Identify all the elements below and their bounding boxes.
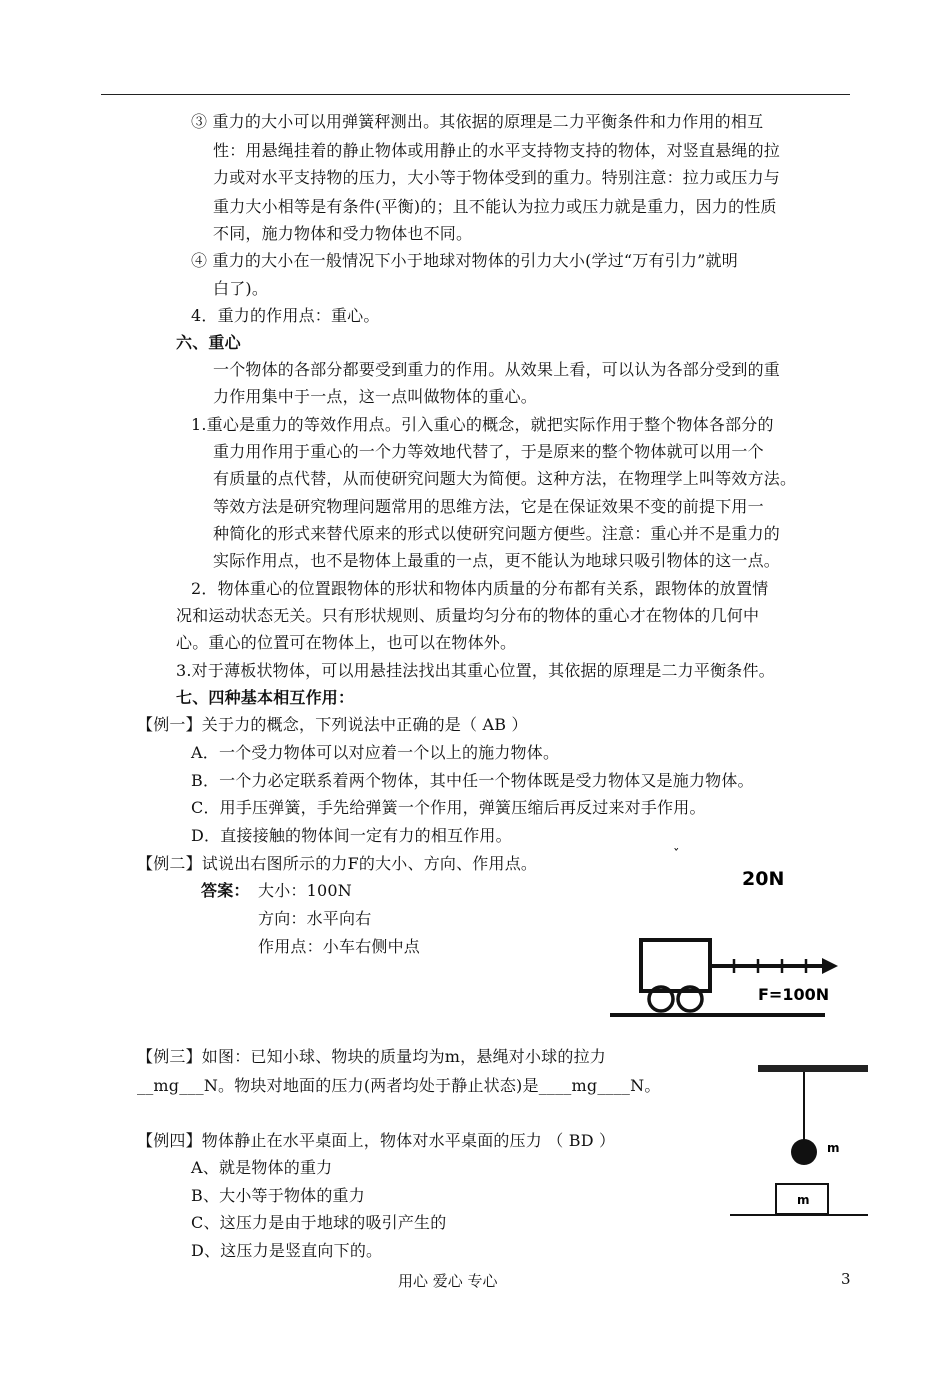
text-line: 3.对于薄板状物体，可以用悬挂法找出其重心位置，其依据的原理是二力平衡条件。 — [176, 661, 775, 680]
text-line: 有质量的点代替，从而使研究问题大为简便。这种方法，在物理学上叫等效方法。 — [213, 469, 797, 488]
text-line: 实际作用点，也不是物体上最重的一点，更不能认为地球只吸引物体的这一点。 — [213, 551, 781, 570]
text-line: 4．重力的作用点：重心。 — [191, 306, 380, 325]
cart-body — [641, 940, 710, 991]
answer-line: 大小：100N — [258, 881, 352, 900]
text-line: 2．物体重心的位置跟物体的形状和物体内质量的分布都有关系，跟物体的放置情 — [191, 579, 769, 598]
example-question: 【例二】试说出右图所示的力F的大小、方向、作用点。 — [137, 854, 538, 873]
ball-label: m — [827, 1141, 840, 1155]
page-number: 3 — [841, 1270, 851, 1288]
text-line: 心。重心的位置可在物体上，也可以在物体外。 — [176, 633, 517, 652]
text-line: 重力大小相等是有条件(平衡)的；且不能认为拉力或压力就是重力，因力的性质 — [213, 197, 777, 216]
text-line: 一个物体的各部分都要受到重力的作用。从效果上看，可以认为各部分受到的重 — [213, 360, 781, 379]
example-question: 【例一】关于力的概念，下列说法中正确的是（ AB ） — [137, 715, 528, 734]
option-line: B．一个力必定联系着两个物体，其中任一个物体既是受力物体又是施力物体。 — [191, 771, 754, 790]
section-heading: 七、四种基本相互作用： — [176, 688, 355, 707]
option-line: D、这压力是竖直向下的。 — [191, 1241, 383, 1260]
section-heading: 六、重心 — [176, 333, 241, 352]
text-line: 不同，施力物体和受力物体也不同。 — [213, 224, 473, 243]
text-line: 重力用作用于重心的一个力等效地代替了，于是原来的整个物体就可以用一个 — [213, 442, 764, 461]
force-label: F=100N — [758, 985, 830, 1004]
block-label: m — [797, 1193, 810, 1207]
text-line: 等效方法是研究物理问题常用的思维方法，它是在保证效果不变的前提下用一 — [213, 497, 764, 516]
tick-mark: ˇ — [673, 848, 680, 863]
ball-block-figure — [726, 1060, 870, 1220]
option-line: B、大小等于物体的重力 — [191, 1186, 365, 1205]
scale-label: 20N — [742, 868, 785, 890]
option-line: C、这压力是由于地球的吸引产生的 — [191, 1213, 447, 1232]
example-question: 【例四】物体静止在水平桌面上，物体对水平桌面的压力 （ BD ） — [137, 1131, 616, 1150]
text-line: 1.重心是重力的等效作用点。引入重心的概念，就把实际作用于整个物体各部分的 — [191, 415, 774, 434]
answer-line: 作用点：小车右侧中点 — [258, 937, 421, 956]
text-line: ④ 重力的大小在一般情况下小于地球对物体的引力大小(学过“万有引力”就明 — [191, 251, 738, 270]
option-line: D．直接接触的物体间一定有力的相互作用。 — [191, 826, 512, 845]
header-rule — [101, 94, 850, 95]
text-line: 种简化的形式来替代原来的形式以使研究问题方便些。注意：重心并不是重力的 — [213, 524, 781, 543]
text-line: 白了)。 — [213, 279, 269, 298]
example-question: __mg___N。物块对地面的压力(两者均处于静止状态)是____mg____N。 — [137, 1076, 661, 1095]
force-arrow-head — [822, 958, 838, 974]
option-line: A、就是物体的重力 — [191, 1158, 333, 1177]
ball — [791, 1139, 817, 1165]
answer-line: 方向：水平向右 — [258, 909, 372, 928]
footer-slogan: 用心 爱心 专心 — [398, 1272, 498, 1290]
answer-label: 答案： — [201, 881, 250, 900]
ceiling — [758, 1065, 868, 1072]
example-question: 【例三】如图：已知小球、物块的质量均为m，悬绳对小球的拉力 — [137, 1047, 606, 1066]
option-line: C．用手压弹簧，手先给弹簧一个作用，弹簧压缩后再反过来对手作用。 — [191, 798, 706, 817]
text-line: 力或对水平支持物的压力，大小等于物体受到的重力。特别注意：拉力或压力与 — [213, 168, 781, 187]
text-line: ③ 重力的大小可以用弹簧秤测出。其依据的原理是二力平衡条件和力作用的相互 — [191, 112, 764, 131]
text-line: 性：用悬绳挂着的静止物体或用静止的水平支持物支持的物体，对竖直悬绳的拉 — [213, 141, 781, 160]
cart-force-figure — [600, 845, 850, 1035]
text-line: 力作用集中于一点，这一点叫做物体的重心。 — [213, 387, 538, 406]
option-line: A．一个受力物体可以对应着一个以上的施力物体。 — [191, 743, 560, 762]
text-line: 况和运动状态无关。只有形状规则、质量均匀分布的物体的重心才在物体的几何中 — [176, 606, 760, 625]
